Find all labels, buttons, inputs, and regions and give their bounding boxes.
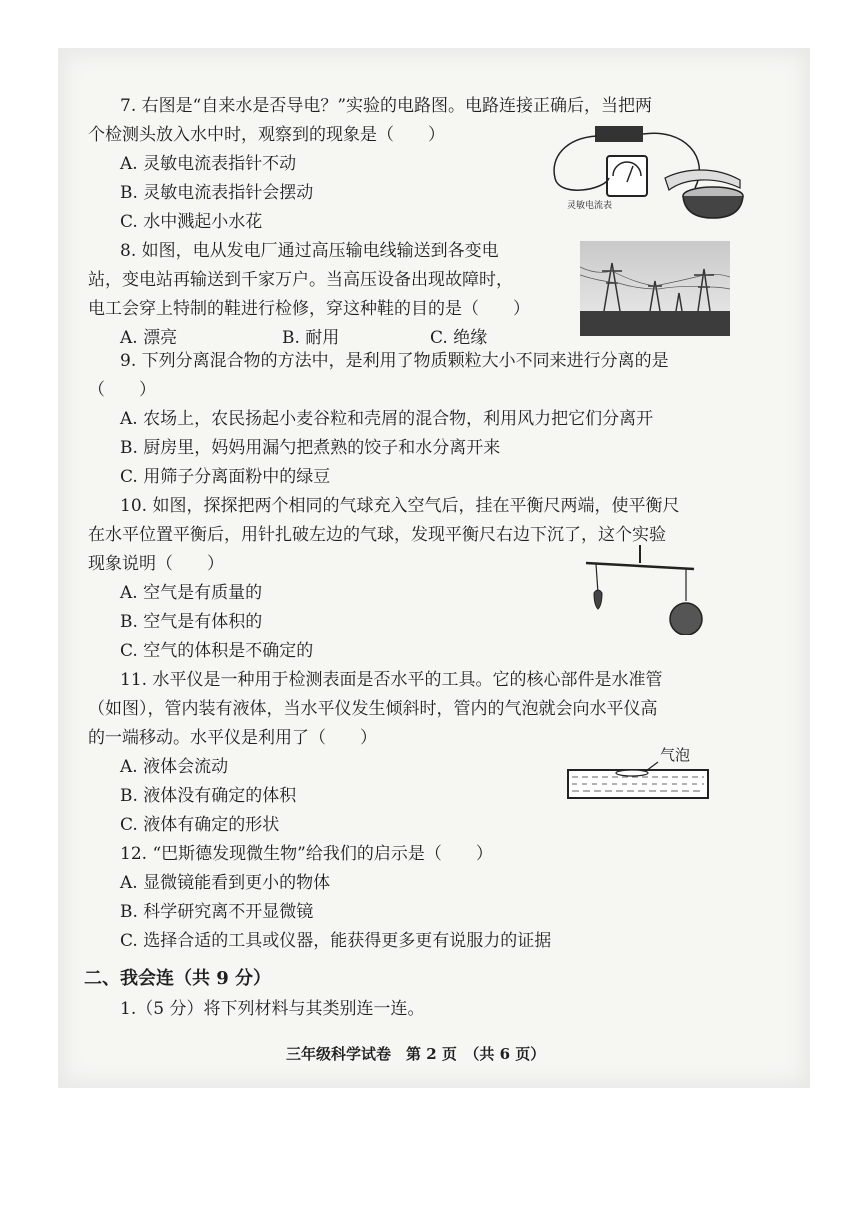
q12-option-c: C. 选择合适的工具或仪器，能获得更多更有说服力的证据 [120, 931, 552, 951]
q11-line3: 的一端移动。水平仪是利用了（ ） [88, 728, 377, 748]
q10-line1: 10. 如图，探探把两个相同的气球充入空气后，挂在平衡尺两端，使平衡尺 [120, 496, 680, 516]
q11-option-c: C. 液体有确定的形状 [120, 815, 280, 835]
q9-line2: （ ） [88, 380, 156, 400]
q7-option-a: A. 灵敏电流表指针不动 [120, 154, 297, 174]
q7-line2: 个检测头放入水中时，观察到的现象是（ ） [88, 125, 445, 145]
q8-line1: 8. 如图，电从发电厂通过高压输电线输送到各变电 [120, 241, 499, 261]
q8-line2: 站，变电站再输送到千家万户。当高压设备出现故障时， [88, 270, 513, 290]
balance-beam-icon [586, 563, 694, 569]
q10-option-a: A. 空气是有质量的 [120, 583, 263, 603]
q9-option-a: A. 农场上，农民扬起小麦谷粒和壳屑的混合物，利用风力把它们分离开 [120, 409, 654, 429]
ammeter-label: 灵敏电流表 [567, 201, 613, 211]
q12-option-b: B. 科学研究离不开显微镜 [120, 902, 314, 922]
q8-line3: 电工会穿上特制的鞋进行检修，穿这种鞋的目的是（ ） [88, 299, 530, 319]
q10-line3: 现象说明（ ） [88, 554, 224, 574]
water-bowl-icon [683, 196, 743, 218]
q11-option-a: A. 液体会流动 [120, 757, 229, 777]
section2-title: 二、我会连（共 9 分） [84, 968, 272, 989]
q7-option-b: B. 灵敏电流表指针会摆动 [120, 183, 314, 203]
q11-line2: （如图），管内装有液体，当水平仪发生倾斜时，管内的气泡就会向水平仪高 [88, 699, 658, 719]
balloon-icon [670, 603, 702, 635]
bubble-icon [616, 770, 648, 776]
q9-option-b: B. 厨房里，妈妈用漏勺把煮熟的饺子和水分离开来 [120, 438, 501, 458]
battery-icon [595, 126, 643, 142]
q11-line1: 11. 水平仪是一种用于检测表面是否水平的工具。它的核心部件是水准管 [120, 670, 663, 690]
q10-line2: 在水平位置平衡后，用针扎破左边的气球，发现平衡尺右边下沉了，这个实验 [88, 525, 666, 545]
q12-line1: 12. “巴斯德发现微生物”给我们的启示是（ ） [120, 844, 493, 864]
power-lines-photo [580, 241, 730, 336]
q8-option-c: C. 绝缘 [430, 328, 488, 348]
bubble-label: 气泡 [660, 746, 691, 764]
q7-option-c: C. 水中溅起小水花 [120, 212, 263, 232]
q9-line1: 9. 下列分离混合物的方法中，是利用了物质颗粒大小不同来进行分离的是 [120, 351, 669, 371]
section2-q1: 1.（5 分）将下列材料与其类别连一连。 [120, 999, 425, 1019]
q8-option-a: A. 漂亮 [120, 328, 178, 348]
q8-option-b: B. 耐用 [282, 328, 340, 348]
page-footer: 三年级科学试卷 第 2 页 （共 6 页） [286, 1045, 546, 1063]
balance-figure [582, 545, 712, 635]
q10-option-c: C. 空气的体积是不确定的 [120, 641, 314, 661]
q9-option-c: C. 用筛子分离面粉中的绿豆 [120, 467, 331, 487]
level-tube-figure [566, 744, 716, 804]
q10-option-b: B. 空气是有体积的 [120, 612, 263, 632]
popped-balloon-icon [594, 590, 602, 609]
q7-circuit-figure [545, 118, 745, 223]
q7-line1: 7. 右图是“自来水是否导电？”实验的电路图。电路连接正确后，当把两 [120, 96, 653, 116]
q11-option-b: B. 液体没有确定的体积 [120, 786, 297, 806]
q12-option-a: A. 显微镜能看到更小的物体 [120, 873, 331, 893]
